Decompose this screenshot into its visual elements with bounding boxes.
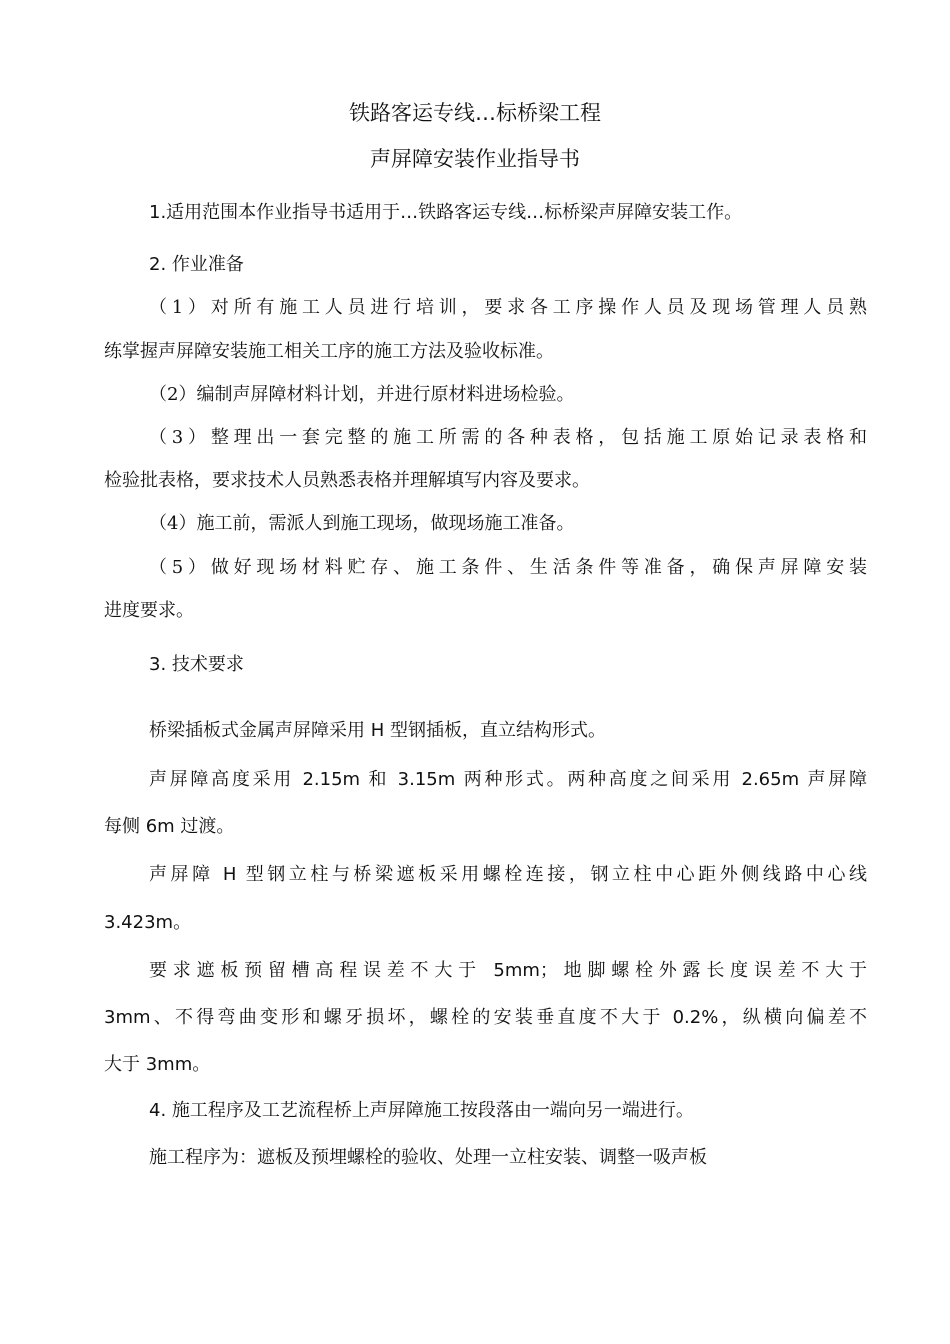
tech-item-4-line-3: 大于 3mm。 <box>104 1054 211 1075</box>
prep-item-3-line-2: 检验批表格，要求技术人员熟悉表格并理解填写内容及要求。 <box>104 470 590 491</box>
tech-item-1: 桥梁插板式金属声屏障采用 H 型钢插板，直立结构形式。 <box>149 720 606 741</box>
prep-item-4: （4）施工前，需派人到施工现场，做现场施工准备。 <box>149 513 575 534</box>
tech-item-2-line-1: 声屏障高度采用 2.15m 和 3.15m 两种形式。两种高度之间采用 2.65m 声屏障 <box>149 769 867 790</box>
section-3-heading: 3. 技术要求 <box>149 654 244 675</box>
section-2-heading: 2. 作业准备 <box>149 254 244 275</box>
prep-item-1-line-1: （1）对所有施工人员进行培训，要求各工序操作人员及现场管理人员熟 <box>149 297 867 318</box>
section-4-heading: 4. 施工程序及工艺流程桥上声屏障施工按段落由一端向另一端进行。 <box>149 1100 694 1121</box>
tech-item-3-line-1: 声屏障 H 型钢立柱与桥梁遮板采用螺栓连接，钢立柱中心距外侧线路中心线 <box>149 864 867 885</box>
document-title-line-1: 铁路客运专线…标桥梁工程 <box>349 101 601 125</box>
procedure-line: 施工程序为：遮板及预埋螺栓的验收、处理一立柱安装、调整一吸声板 <box>149 1147 707 1168</box>
tech-item-4-line-1: 要求遮板预留槽高程误差不大于 5mm；地脚螺栓外露长度误差不大于 <box>149 960 867 981</box>
tech-item-2-line-2: 每侧 6m 过渡。 <box>104 816 235 837</box>
prep-item-2: （2）编制声屏障材料计划，并进行原材料进场检验。 <box>149 384 575 405</box>
prep-item-1-line-2: 练掌握声屏障安装施工相关工序的施工方法及验收标准。 <box>104 341 554 362</box>
prep-item-5-line-2: 进度要求。 <box>104 600 194 621</box>
prep-item-3-line-1: （3）整理出一套完整的施工所需的各种表格，包括施工原始记录表格和 <box>149 427 867 448</box>
tech-item-3-line-2: 3.423m。 <box>104 912 192 933</box>
prep-item-5-line-1: （5）做好现场材料贮存、施工条件、生活条件等准备，确保声屏障安装 <box>149 557 867 578</box>
section-1-scope: 1.适用范围本作业指导书适用于…铁路客运专线…标桥梁声屏障安装工作。 <box>149 202 743 223</box>
document-title-line-2: 声屏障安装作业指导书 <box>370 147 580 171</box>
tech-item-4-line-2: 3mm、不得弯曲变形和螺牙损坏，螺栓的安装垂直度不大于 0.2%，纵横向偏差不 <box>104 1007 867 1028</box>
